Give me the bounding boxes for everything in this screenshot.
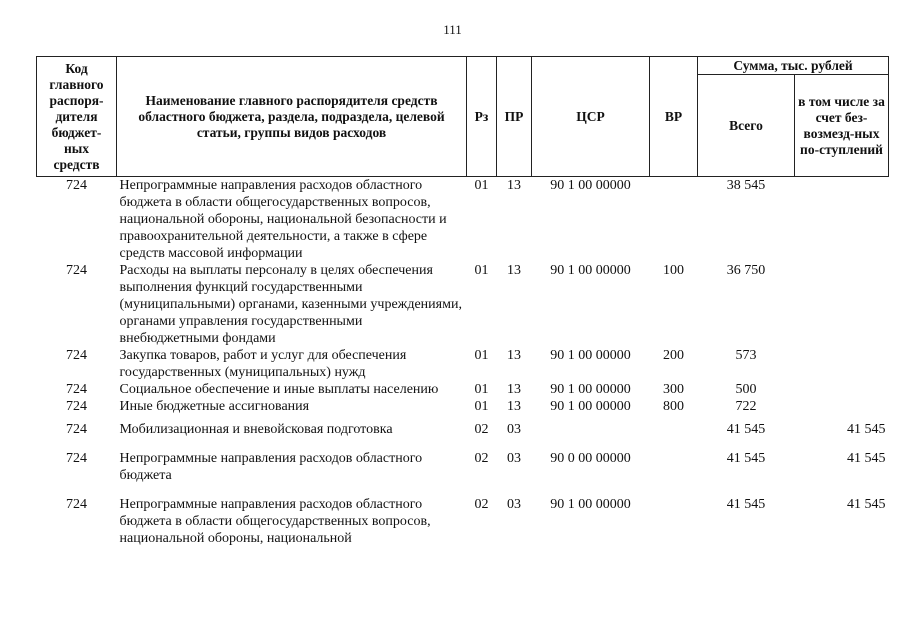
row-name: Иные бюджетные ассигнования — [119, 399, 310, 414]
row-vr — [650, 415, 698, 438]
row-name: Социальное обеспечение и иные выплаты населению — [119, 382, 439, 397]
row-csr: 90 1 00 00000 — [550, 348, 631, 363]
page-number: 111 — [443, 22, 462, 37]
row-total: 38 545 — [726, 178, 766, 193]
row-name: Непрограммные направления расходов областного бюджета в области общегосударственных вопросов, национальной обороны, национальной — [119, 497, 431, 546]
row-pr: 03 — [507, 451, 521, 466]
row-rz: 01 — [474, 382, 489, 397]
header-rz: Рз — [467, 57, 497, 177]
table-row — [37, 262, 889, 347]
row-pr: 13 — [507, 348, 521, 363]
row-free: 41 545 — [847, 422, 886, 437]
row-name: Непрограммные направления расходов областного бюджета — [119, 451, 423, 483]
row-name: Непрограммные направления расходов областного бюджета в области общегосударственных вопросов, национальной обороны, национальной безопасности и правоохранительной деятельности, а также в сфере средств массовой информации — [119, 178, 447, 261]
row-csr: 90 1 00 00000 — [550, 263, 631, 278]
row-name: Мобилизационная и вневойсковая подготовка — [119, 422, 393, 437]
header-code: Код главного распоря-дителя бюджет-ных средств — [37, 57, 117, 177]
row-vr — [650, 484, 698, 547]
row-vr: 200 — [663, 348, 684, 363]
budget-table — [36, 56, 889, 547]
row-total: 722 — [735, 399, 757, 414]
row-csr — [532, 415, 650, 438]
row-code: 724 — [66, 422, 87, 437]
table-row — [37, 438, 889, 484]
row-total: 500 — [735, 382, 757, 397]
row-vr: 100 — [663, 263, 684, 278]
row-vr: 300 — [663, 382, 684, 397]
row-free — [795, 262, 889, 347]
row-rz: 02 — [474, 422, 489, 437]
row-rz: 01 — [474, 348, 489, 363]
table-row — [37, 381, 889, 398]
row-csr: 90 1 00 00000 — [550, 497, 631, 512]
header-free: в том числе за счет без-возмезд-ных по-ступлений — [795, 75, 889, 177]
row-rz: 02 — [474, 451, 489, 466]
table-row — [37, 415, 889, 438]
header-csr: ЦСР — [532, 57, 650, 177]
row-vr — [650, 438, 698, 484]
row-csr: 90 1 00 00000 — [550, 178, 631, 193]
row-rz: 01 — [474, 263, 489, 278]
row-name: Расходы на выплаты персоналу в целях обеспечения выполнения функций государственными (муниципальными) органами, казенными учреждениями, органами управления государственными внебюджетными фондами — [119, 263, 462, 346]
row-code: 724 — [66, 451, 87, 466]
row-free — [795, 381, 889, 398]
row-free — [795, 177, 889, 263]
row-pr: 13 — [507, 178, 521, 193]
row-free — [795, 398, 889, 415]
row-total: 36 750 — [726, 263, 766, 278]
row-code: 724 — [66, 382, 87, 397]
row-csr: 90 1 00 00000 — [550, 382, 631, 397]
row-free: 41 545 — [847, 451, 886, 466]
row-total: 41 545 — [726, 497, 766, 512]
row-rz: 02 — [474, 497, 489, 512]
row-total: 41 545 — [726, 451, 766, 466]
row-pr: 03 — [507, 422, 521, 437]
table-row — [37, 177, 889, 263]
table-row — [37, 398, 889, 415]
table-row — [37, 484, 889, 547]
row-total: 573 — [735, 348, 757, 363]
row-free — [795, 347, 889, 381]
row-rz: 01 — [474, 399, 489, 414]
row-pr: 13 — [507, 382, 521, 397]
header-vr: ВР — [650, 57, 698, 177]
row-pr: 13 — [507, 263, 521, 278]
header-name: Наименование главного распорядителя средств областного бюджета, раздела, подраздела, целевой статьи, группы видов расходов — [117, 57, 467, 177]
row-total: 41 545 — [726, 422, 766, 437]
header-pr: ПР — [497, 57, 532, 177]
row-code: 724 — [66, 178, 87, 193]
row-rz: 01 — [474, 178, 489, 193]
row-code: 724 — [66, 263, 87, 278]
row-csr: 90 1 00 00000 — [550, 399, 631, 414]
header-sum-group: Сумма, тыс. рублей — [698, 57, 889, 75]
header-total: Всего — [698, 75, 795, 177]
row-code: 724 — [66, 497, 87, 512]
row-pr: 13 — [507, 399, 521, 414]
row-code: 724 — [66, 348, 87, 363]
row-csr: 90 0 00 00000 — [550, 451, 631, 466]
table-row — [37, 347, 889, 381]
row-vr — [650, 177, 698, 263]
row-vr: 800 — [663, 399, 684, 414]
row-name: Закупка товаров, работ и услуг для обеспечения государственных (муниципальных) нужд — [119, 348, 407, 380]
row-code: 724 — [66, 399, 87, 414]
row-pr: 03 — [507, 497, 521, 512]
row-free: 41 545 — [847, 497, 886, 512]
